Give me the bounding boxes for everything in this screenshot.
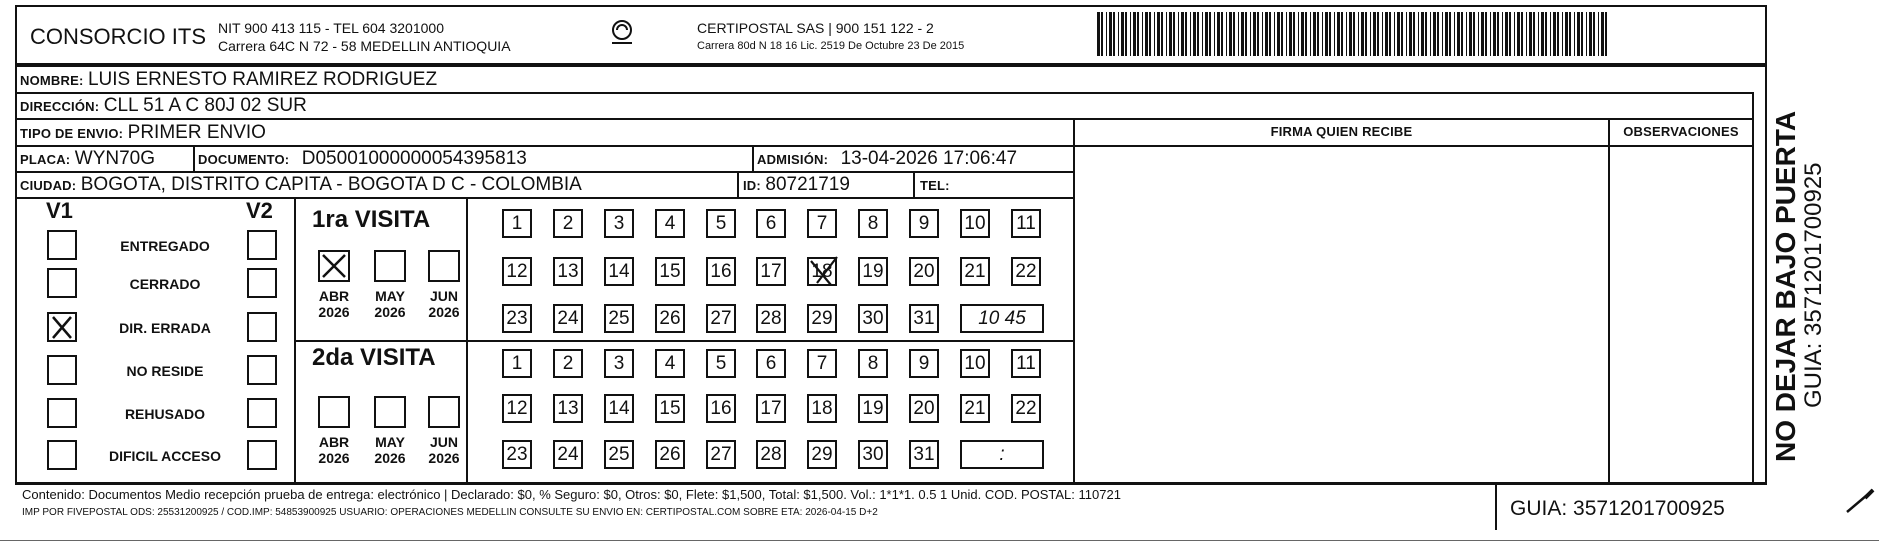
address-line: Carrera 64C N 72 - 58 MEDELLIN ANTIOQUIA <box>218 38 511 54</box>
status-label: ENTREGADO <box>120 238 210 254</box>
second-visit-title: 2da VISITA <box>312 344 436 371</box>
day-box[interactable]: 21 <box>960 394 990 423</box>
direccion-row <box>20 95 307 117</box>
day-box[interactable]: 13 <box>553 257 583 286</box>
side-warning: NO DEJAR BAJO PUERTA <box>1770 110 1801 462</box>
day-box[interactable]: 20 <box>909 257 939 286</box>
observaciones-header: OBSERVACIONES <box>1623 124 1739 139</box>
month-label <box>368 288 412 320</box>
nombre-value: LUIS ERNESTO RAMIREZ RODRIGUEZ <box>87 69 438 90</box>
day-box[interactable]: 21 <box>960 257 990 286</box>
day-box[interactable]: 15 <box>655 257 685 286</box>
day-box[interactable]: 2 <box>553 349 583 378</box>
month-name: MAY <box>375 288 405 304</box>
month-label <box>422 288 466 320</box>
day-box[interactable]: 23 <box>502 304 532 333</box>
day-box[interactable]: 11 <box>1011 209 1041 238</box>
v1-label: V1 <box>46 198 73 223</box>
day-box[interactable]: 25 <box>604 440 634 469</box>
day-box[interactable]: 31 <box>909 304 939 333</box>
admision-value: 13-04-2026 17:06:47 <box>840 148 1018 169</box>
month-name: JUN <box>429 288 458 304</box>
day-box[interactable]: 18 <box>807 257 837 286</box>
day-box[interactable]: 14 <box>604 394 634 423</box>
v2-checkbox[interactable] <box>247 398 277 428</box>
v1-checkbox[interactable] <box>47 230 77 260</box>
day-box[interactable]: 26 <box>655 304 685 333</box>
day-box[interactable]: 30 <box>858 440 888 469</box>
documento-row <box>198 148 527 170</box>
month-year: 2026 <box>428 450 460 466</box>
tipo-row <box>20 122 266 144</box>
month-checkbox[interactable] <box>428 250 460 282</box>
day-box[interactable]: 3 <box>604 349 634 378</box>
month-name: ABR <box>318 434 350 450</box>
month-year: 2026 <box>318 304 350 320</box>
day-box[interactable]: 8 <box>858 349 888 378</box>
day-box[interactable]: 17 <box>756 394 786 423</box>
day-box[interactable]: 25 <box>604 304 634 333</box>
day-box[interactable]: 10 <box>960 209 990 238</box>
day-box[interactable]: 31 <box>909 440 939 469</box>
day-box[interactable]: 5 <box>706 209 736 238</box>
v1-checkbox[interactable] <box>47 440 77 470</box>
month-checkbox[interactable] <box>318 250 350 282</box>
day-box[interactable]: 29 <box>807 440 837 469</box>
day-box[interactable]: 3 <box>604 209 634 238</box>
tel-label: TEL: <box>920 178 950 193</box>
nombre-label: NOMBRE: <box>20 73 84 88</box>
v1-checkbox[interactable] <box>47 398 77 428</box>
v1-checkbox[interactable] <box>47 268 77 298</box>
day-box[interactable]: 8 <box>858 209 888 238</box>
month-year: 2026 <box>428 304 460 320</box>
footer-line1: Contenido: Documentos Medio recepción prueba de entrega: electrónico | Declarado: $0, % Seguro: $0, Otros: $0, Flete: $1,500, Total: $1,500. Vol.: 1*1*1. 0.5 1 Unid. COD. POSTAL: 110721 <box>22 487 1121 502</box>
company-name: CONSORCIO ITS <box>30 24 207 49</box>
day-box[interactable]: 17 <box>756 257 786 286</box>
status-label: REHUSADO <box>124 406 206 422</box>
month-name: ABR <box>318 288 350 304</box>
documento-value: D05001000000054395813 <box>301 148 527 169</box>
tipo-value: PRIMER ENVIO <box>127 122 266 143</box>
day-box[interactable]: 16 <box>706 394 736 423</box>
v1-checkbox[interactable] <box>47 355 77 385</box>
day-box[interactable]: 19 <box>858 394 888 423</box>
month-label <box>312 288 356 320</box>
day-box[interactable]: 27 <box>706 304 736 333</box>
month-label <box>312 434 356 466</box>
day-box[interactable]: 14 <box>604 257 634 286</box>
side-guia: GUIA: 3571201700925 <box>1800 162 1827 408</box>
day-box[interactable]: 27 <box>706 440 736 469</box>
day-box[interactable]: 4 <box>655 349 685 378</box>
ciudad-row <box>20 174 582 196</box>
day-box[interactable]: 19 <box>858 257 888 286</box>
documento-label: DOCUMENTO: <box>198 152 290 167</box>
status-label: NO RESIDE <box>126 363 204 379</box>
month-checkbox[interactable] <box>318 396 350 428</box>
placa-label: PLACA: <box>20 152 71 167</box>
month-label <box>422 434 466 466</box>
day-box[interactable]: 22 <box>1011 257 1041 286</box>
day-box[interactable]: 9 <box>909 349 939 378</box>
nombre-row <box>20 69 437 91</box>
month-checkbox[interactable] <box>374 396 406 428</box>
certipostal-line2: Carrera 80d N 18 16 Lic. 2519 De Octubre 23 De 2015 <box>697 40 965 52</box>
v2-checkbox[interactable] <box>247 312 277 342</box>
day-box[interactable]: 4 <box>655 209 685 238</box>
certipostal-line1: CERTIPOSTAL SAS | 900 151 122 - 2 <box>697 20 934 36</box>
direccion-value: CLL 51 A C 80J 02 SUR <box>103 95 307 116</box>
time-note-box[interactable]: : <box>960 440 1044 469</box>
day-box[interactable]: 6 <box>756 209 786 238</box>
day-box[interactable]: 24 <box>553 304 583 333</box>
month-year: 2026 <box>374 450 406 466</box>
footer-guia: GUIA: 3571201700925 <box>1510 497 1725 520</box>
day-box[interactable]: 7 <box>807 349 837 378</box>
day-box[interactable]: 2 <box>553 209 583 238</box>
day-box[interactable]: 1 <box>502 209 532 238</box>
month-checkbox[interactable] <box>374 250 406 282</box>
placa-row <box>20 148 155 170</box>
time-note-box[interactable]: 10 45 <box>960 304 1044 333</box>
month-label <box>368 434 412 466</box>
certipostal-logo-icon <box>608 18 636 46</box>
month-year: 2026 <box>318 450 350 466</box>
day-box[interactable]: 24 <box>553 440 583 469</box>
day-box[interactable]: 10 <box>960 349 990 378</box>
day-box[interactable]: 13 <box>553 394 583 423</box>
first-visit-title: 1ra VISITA <box>312 206 431 233</box>
status-label: CERRADO <box>129 276 201 292</box>
id-label: ID: <box>743 178 761 193</box>
day-box[interactable]: 12 <box>502 257 532 286</box>
day-box[interactable]: 1 <box>502 349 532 378</box>
day-box[interactable]: 30 <box>858 304 888 333</box>
id-row <box>743 174 850 196</box>
admision-label: ADMISIÓN: <box>757 152 829 167</box>
day-box[interactable]: 18 <box>807 394 837 423</box>
ciudad-value: BOGOTA, DISTRITO CAPITA - BOGOTA D C - COLOMBIA <box>80 174 582 195</box>
direccion-label: DIRECCIÓN: <box>20 99 100 114</box>
pen-stroke-icon <box>1845 486 1875 514</box>
day-box[interactable]: 12 <box>502 394 532 423</box>
day-box[interactable]: 28 <box>756 304 786 333</box>
barcode <box>1097 12 1607 56</box>
v2-checkbox[interactable] <box>247 230 277 260</box>
month-checkbox[interactable] <box>428 396 460 428</box>
v2-label: V2 <box>246 198 273 223</box>
day-box[interactable]: 7 <box>807 209 837 238</box>
tipo-label: TIPO DE ENVIO: <box>20 126 124 141</box>
status-label: DIFICIL ACCESO <box>108 448 221 464</box>
id-value: 80721719 <box>765 174 850 195</box>
admision-row <box>757 148 1017 170</box>
day-box[interactable]: 6 <box>756 349 786 378</box>
day-box[interactable]: 20 <box>909 394 939 423</box>
day-box[interactable]: 29 <box>807 304 837 333</box>
day-box[interactable]: 11 <box>1011 349 1041 378</box>
month-name: MAY <box>375 434 405 450</box>
day-box[interactable]: 16 <box>706 257 736 286</box>
month-year: 2026 <box>374 304 406 320</box>
v2-checkbox[interactable] <box>247 268 277 298</box>
day-box[interactable]: 22 <box>1011 394 1041 423</box>
day-box[interactable]: 15 <box>655 394 685 423</box>
v1-checkbox[interactable] <box>47 312 77 342</box>
day-box[interactable]: 5 <box>706 349 736 378</box>
day-box[interactable]: 28 <box>756 440 786 469</box>
footer-line2: IMP POR FIVEPOSTAL ODS: 25531200925 / COD.IMP: 54853900925 USUARIO: OPERACIONES MEDELLIN CONSULTE SU ENVIO EN: CERTIPOSTAL.COM SOBRE ETA: 2026-04-15 D+2 <box>22 507 878 518</box>
ciudad-label: CIUDAD: <box>20 178 77 193</box>
firma-header: FIRMA QUIEN RECIBE <box>1270 124 1413 139</box>
status-label: DIR. ERRADA <box>119 320 211 336</box>
nit-line: NIT 900 413 115 - TEL 604 3201000 <box>218 20 444 36</box>
placa-value: WYN70G <box>74 148 156 169</box>
day-box[interactable]: 23 <box>502 440 532 469</box>
month-name: JUN <box>429 434 458 450</box>
v2-checkbox[interactable] <box>247 355 277 385</box>
day-box[interactable]: 9 <box>909 209 939 238</box>
day-box[interactable]: 26 <box>655 440 685 469</box>
v2-checkbox[interactable] <box>247 440 277 470</box>
